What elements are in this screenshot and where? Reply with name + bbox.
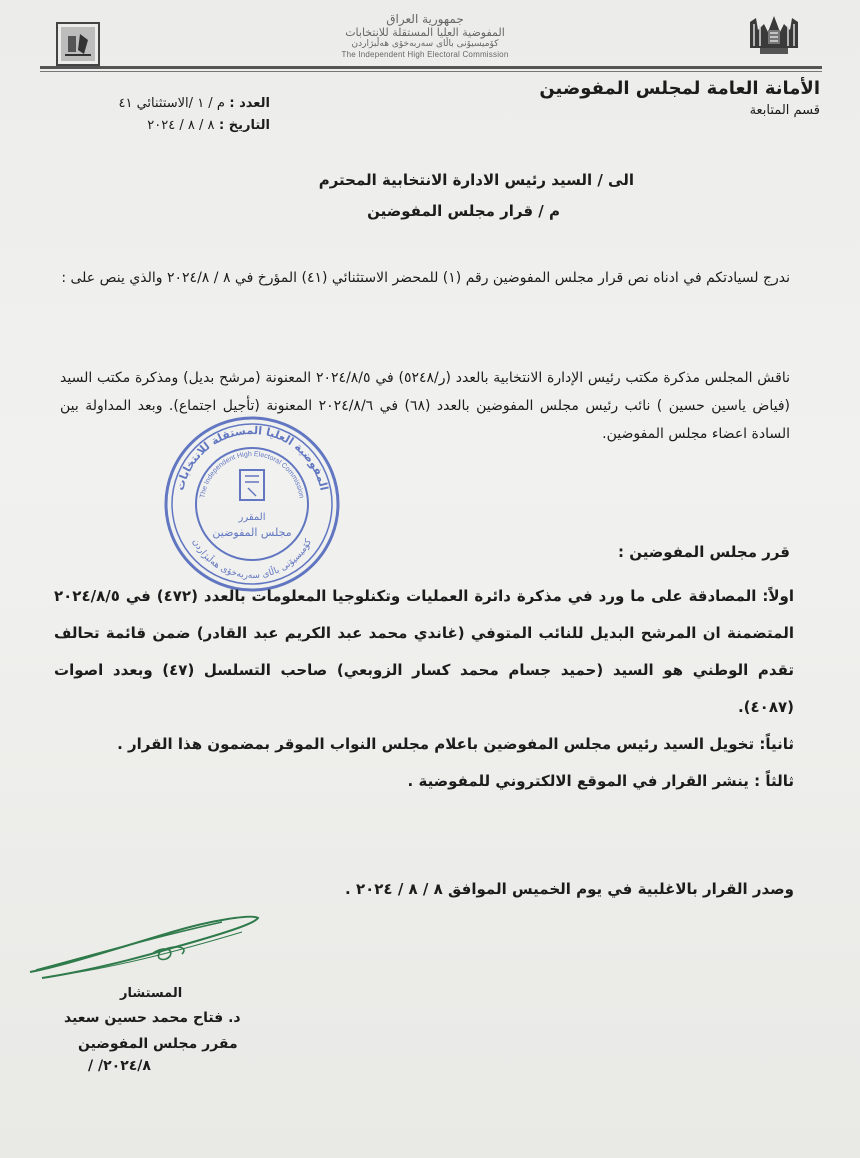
stamp-bottom-text-1: المقرر [238,512,266,523]
reference-number [80,93,270,115]
signatory-date: ٢٠٢٤/٨/ / [88,1058,151,1074]
decision-item-2 [54,726,794,763]
reference-number-value: م / ١ /الاستثنائي ٤١ [118,96,225,111]
header-rule [40,66,822,69]
official-round-stamp-icon [160,412,344,596]
decision-item-3 [54,763,794,800]
stamp-english-text: The Independent High Electoral Commission [199,450,305,499]
issued-statement: وصدر القرار بالاغلبية في يوم الخميس الموافق ٨ / ٨ / ٢٠٢٤ . [345,880,794,898]
decision-text: ينشر القرار في الموقع الالكتروني للمفوضية . [407,772,749,790]
decision-lead: ثالثاً : [748,772,794,790]
reference-date [80,115,270,137]
intro-paragraph: ندرج لسيادتكم في ادناه نص قرار مجلس المفوضين رقم (١) للمحضر الاستثنائي (٤١) المؤرخ في ٨ / ٢٠٢٤/٨ والذي ينص على : [61,270,790,286]
ihec-logo-icon [56,22,100,66]
signatory-name: د. فتاح محمد حسين سعيد [64,1010,241,1026]
signatory-title: المستشار [120,986,183,1001]
reference-block [80,93,270,137]
discussion-paragraph: ناقش المجلس مذكرة مكتب رئيس الإدارة الانتخابية بالعدد (ر/٥٢٤٨) في ٢٠٢٤/٨/٥ المعنونة (مرشح بديل) ومذكرة مكتب السيد (فياض ياسين حسين ) نائب رئيس مجلس المفوضين بالعدد (٦٨) في ٢٠٢٤/٨/٦ المعنونة (تأجيل اجتماع). وبعد المداولة بين السادة اعضاء مجلس المفوضين. [60,370,790,442]
handwritten-signature-icon [22,910,262,988]
signatory-role: مقرر مجلس المفوضين [78,1036,238,1052]
addressee: الى / السيد رئيس الادارة الانتخابية المحترم [318,171,634,189]
decided-label: قرر مجلس المفوضين : [617,543,790,561]
org-name: الأمانة العامة لمجلس المفوضين [539,78,820,99]
decision-lead: اولاً: [756,587,794,605]
letterhead-commission-ku: کۆمیسیۆنی باڵای سەربەخۆی هەڵبژاردن [351,39,499,49]
stamp-outer-text: المفوضية العليا المستقلة للانتخابات [173,423,331,492]
decision-item-1 [54,578,794,726]
letterhead-commission-ar: المفوضية العليا المستقلة للانتخابات [345,26,505,39]
letterhead-center [300,12,550,60]
letterhead-commission-en: The Independent High Electoral Commission [341,50,509,59]
header-rule-thin [40,71,822,72]
stamp-kurdish-text: کۆمیسیۆنی باڵای سەربەخۆی هەڵبژاردن [189,537,315,582]
reference-number-label: العدد : [229,96,270,111]
department-name: قسم المتابعة [749,103,820,118]
stamp-bottom-text-2: مجلس المفوضين [212,526,292,539]
decision-lead: ثانياً: [754,735,794,753]
decisions-list [54,578,794,800]
iraq-eagle-emblem-icon [742,10,806,56]
reference-date-value: ٨ / ٨ / ٢٠٢٤ [147,118,215,133]
subject-line: م / قرار مجلس المفوضين [367,202,560,220]
decision-text: المصادقة على ما ورد في مذكرة دائرة العمليات وتكنلوجيا المعلومات بالعدد (٤٧٢) في ٢٠٢٤/٨/٥ المتضمنة ان المرشح البديل للنائب المتوفي (غاندي محمد عبد الكريم عبد القادر) ضمن قائمة تحالف تقدم الوطني هو السيد (حميد جسام محمد كسار الزوبعي) صاحب التسلسل (٤٧) وبعدد اصوات (٤٠٨٧). [54,587,795,716]
reference-date-label: التاريخ : [219,118,270,133]
letterhead-country: جمهورية العراق [386,12,464,26]
decision-text: تخويل السيد رئيس مجلس المفوضين باعلام مجلس النواب الموقر بمضمون هذا القرار . [117,735,755,753]
